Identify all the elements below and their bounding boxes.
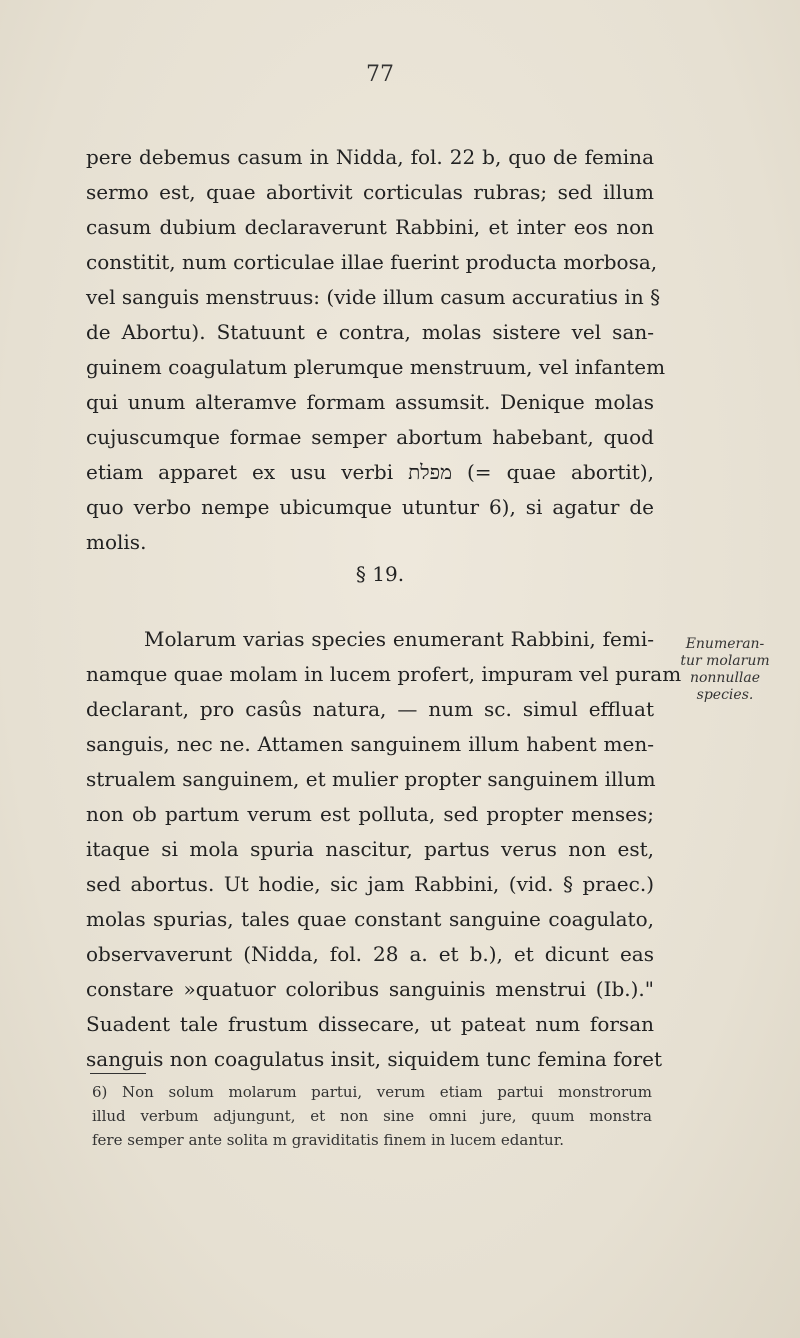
text-line: Molarum varias species enumerant Rabbini, femi- (144, 627, 654, 651)
footnote (92, 1080, 652, 1152)
text-line: non ob partum verum est polluta, sed propter menses; (86, 802, 654, 826)
text-line: strualem sanguinem, et mulier propter sanguinem illum (86, 767, 656, 791)
text-line: namque quae molam in lucem profert, impuram vel puram (86, 662, 682, 686)
text-line: qui unum alteramve formam assumsit. Denique molas (86, 390, 654, 414)
text-line: sed abortus. Ut hodie, sic jam Rabbini, (vid. § praec.) (86, 872, 654, 896)
margin-note (660, 636, 790, 704)
text-line: constitit, num corticulae illae fuerint producta morbosa, (86, 250, 658, 274)
text-line: itaque si mola spuria nascitur, partus verus non est, (86, 837, 654, 861)
text-line: etiam apparet ex usu verbi מפלת (= quae abortit), (86, 460, 654, 484)
text-line: molas spurias, tales quae constant sanguine coagulato, (86, 907, 654, 931)
margin-note-line: Enumeran- (685, 636, 765, 652)
text-line: quo verbo nempe ubicumque utuntur 6), si agatur de (86, 495, 654, 519)
margin-note-line: tur molarum (680, 653, 770, 669)
text-line: observaverunt (Nidda, fol. 28 a. et b.), et dicunt eas (86, 942, 654, 966)
page-number: 77 (366, 62, 394, 87)
footnote-divider (90, 1073, 146, 1074)
section-heading: § 19. (355, 562, 405, 586)
text-line: Suadent tale frustum dissecare, ut pateat num forsan (86, 1012, 654, 1036)
text-line: casum dubium declaraverunt Rabbini, et inter eos non (86, 215, 654, 239)
paragraph-1 (86, 140, 666, 560)
footnote-line: illud verbum adjungunt, et non sine omni jure, quum monstra (92, 1107, 652, 1125)
text-line: sanguis, nec ne. Attamen sanguinem illum habent men- (86, 732, 654, 756)
text-line: sermo est, quae abortivit corticulas rubras; sed illum (86, 180, 654, 204)
text-line: molis. (86, 530, 147, 554)
text-line: constare »quatuor coloribus sanguinis menstrui (Ib.)." (86, 977, 654, 1001)
footnote-line: fere semper ante solita m graviditatis finem in lucem edantur. (92, 1131, 564, 1149)
text-line: guinem coagulatum plerumque menstruum, vel infantem (86, 355, 666, 379)
text-line: declarant, pro casûs natura, — num sc. simul effluat (86, 697, 654, 721)
text-line: sanguis non coagulatus insit, siquidem tunc femina foret (86, 1047, 663, 1071)
text-line: vel sanguis menstruus: (vide illum casum accuratius in § (86, 285, 661, 309)
text-line: de Abortu). Statuunt e contra, molas sistere vel san- (86, 320, 654, 344)
text-line: cujuscumque formae semper abortum habebant, quod (86, 425, 654, 449)
footnote-line: 6) Non solum molarum partui, verum etiam partui monstrorum (92, 1083, 652, 1101)
margin-note-line: nonnullae (689, 670, 761, 686)
text-line: pere debemus casum in Nidda, fol. 22 b, quo de femina (86, 145, 654, 169)
paragraph-2 (86, 622, 682, 1077)
margin-note-line: species. (696, 687, 754, 703)
